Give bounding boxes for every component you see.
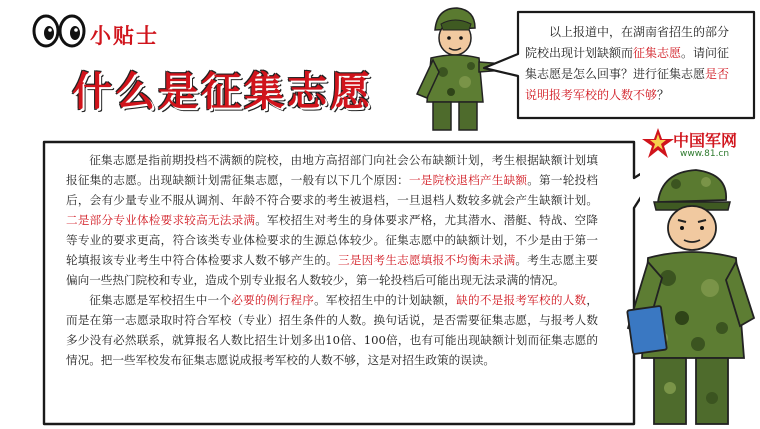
body-text: ，而是在第一志愿录取时符合军校（专业）招生条件的人数。换句话说，是否需要征集志愿，与报考人数多少没有必然联系，就算报名人数比招生计划多出10倍、100倍，也有可能出现缺额计划而征集志愿的情况。把一些军校发布征集志愿说成报考军校的人数不够，这是对招生政策的误读。 [66, 293, 598, 367]
body-text: 以上报道中，在湖南省招生的部分院校出现计划缺额而 [525, 25, 730, 60]
logo-url: www.81.cn [680, 149, 730, 159]
highlight-text: 二是部分专业体检要求较高无法录满 [66, 213, 256, 227]
bubble-paragraph [525, 22, 735, 106]
highlight-text: 一是院校退档产生缺额 [408, 173, 528, 187]
page-title: 什么是征集志愿 [72, 69, 373, 115]
panel-paragraph [66, 290, 598, 370]
logo-name: 中国军网 [673, 131, 738, 150]
bubble-question-text [525, 22, 735, 106]
body-text: 征集志愿是军校招生中一个 [89, 293, 232, 307]
body-text: 。第一轮投档后，会有少量专业不服从调剂、年龄不符合要求的考生被退档，一旦退档人数较多就会产生缺额计划。 [66, 173, 598, 207]
body-text: 。请问征集志愿是怎么回事？进行征集志愿 [525, 46, 730, 81]
cartoon-eyes-icon [30, 14, 90, 48]
soldier-with-folder-illustration [618, 158, 760, 429]
highlight-text: 三是因考生志愿填报不均衡未录满 [338, 253, 516, 267]
body-text: ？ [657, 88, 670, 102]
highlight-text: 征集志愿 [633, 46, 682, 60]
highlight-text: 必要的例行程序 [231, 293, 315, 307]
tips-label: 小贴士 [90, 24, 159, 48]
highlight-text: 缺的不是报考军校的人数 [456, 293, 587, 307]
body-text: 。军校招生对考生的身体要求严格，尤其潜水、潜艇、特战、空降等专业的要求更高，符合该类专业体检要求的生源总体较少。征集志愿中的缺额计划，不少是由于第一轮填报该专业考生中符合体检要求人数不够产生的。 [66, 213, 598, 267]
body-text: 。军校招生中的计划缺额， [314, 293, 457, 307]
panel-paragraph [66, 150, 598, 290]
body-text: 征集志愿是指前期投档不满额的院校，由地方高招部门向社会公布缺额计划，考生根据缺额计划填报征集的志愿。出现缺额计划需征集志愿，一般有以下几个原因： [66, 153, 598, 187]
body-text: 。考生志愿主要偏向一些热门院校和专业，造成个别专业报名人数较少，第一轮投档后可能出现无法录满的情况。 [66, 253, 598, 287]
highlight-text: 是否说明报考军校的人数不够 [525, 67, 730, 102]
explanation-text [66, 150, 598, 370]
